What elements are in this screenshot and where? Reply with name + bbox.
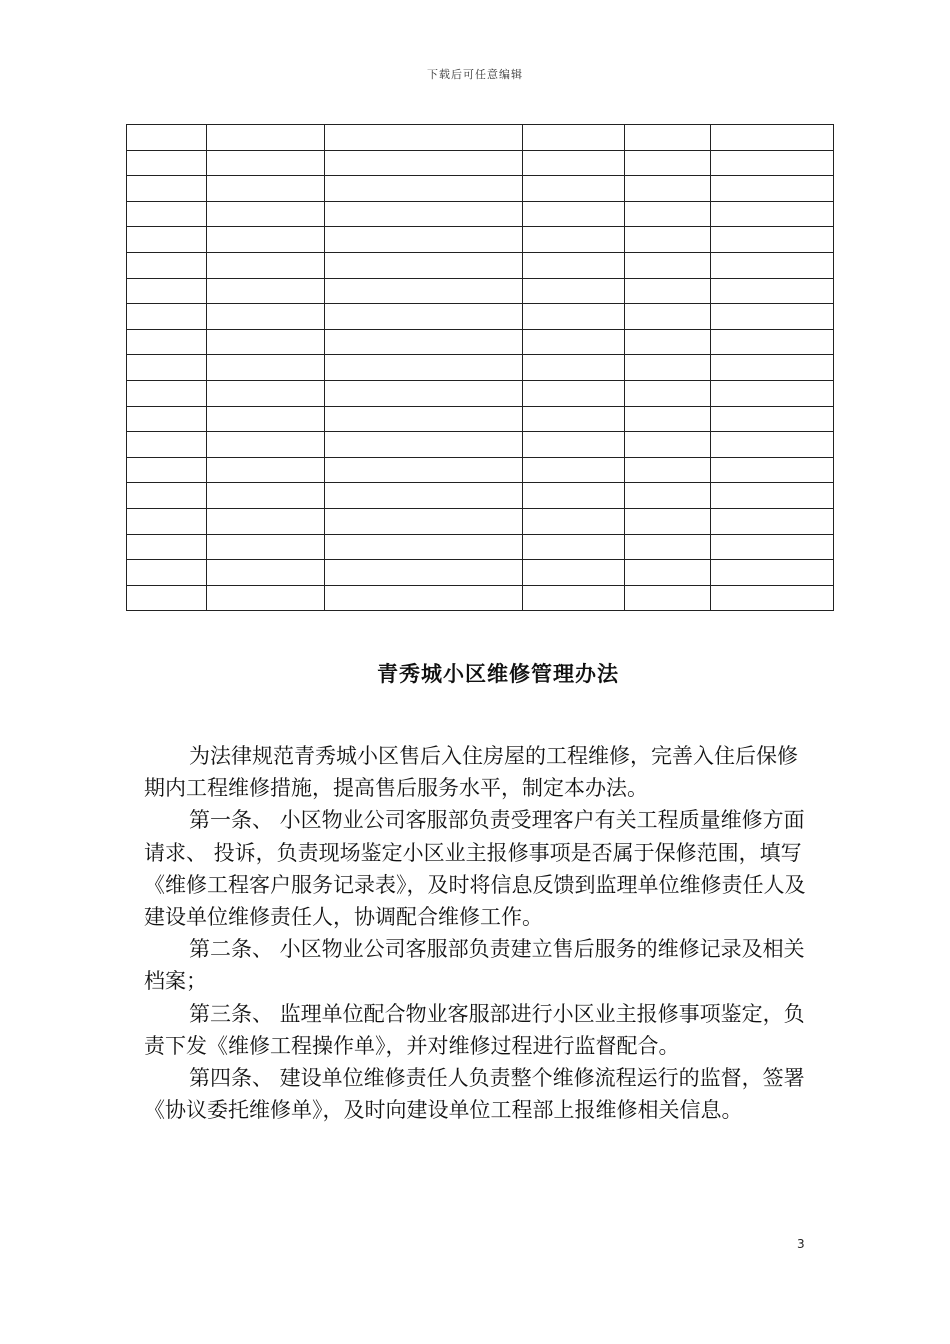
record-table-body: [127, 125, 834, 611]
table-cell: [207, 560, 325, 586]
table-cell: [711, 585, 834, 611]
table-cell: [711, 252, 834, 278]
table-cell: [127, 432, 207, 458]
table-cell: [127, 227, 207, 253]
table-row: [127, 125, 834, 151]
table-cell: [325, 560, 523, 586]
table-cell: [207, 252, 325, 278]
table-cell: [625, 534, 711, 560]
table-cell: [207, 278, 325, 304]
table-cell: [325, 201, 523, 227]
table-cell: [207, 125, 325, 151]
table-cell: [207, 508, 325, 534]
table-cell: [207, 457, 325, 483]
table-cell: [523, 329, 625, 355]
table-cell: [711, 125, 834, 151]
table-cell: [127, 150, 207, 176]
table-cell: [325, 483, 523, 509]
table-cell: [711, 406, 834, 432]
table-cell: [711, 304, 834, 330]
page-number: 3: [797, 1237, 805, 1251]
table-cell: [325, 585, 523, 611]
table-cell: [625, 585, 711, 611]
table-cell: [625, 278, 711, 304]
table-cell: [127, 304, 207, 330]
table-cell: [625, 508, 711, 534]
table-row: [127, 508, 834, 534]
table-cell: [711, 432, 834, 458]
table-cell: [523, 150, 625, 176]
record-table: [126, 124, 834, 611]
table-cell: [207, 227, 325, 253]
table-cell: [523, 304, 625, 330]
table-cell: [711, 483, 834, 509]
table-cell: [625, 252, 711, 278]
table-cell: [127, 125, 207, 151]
table-row: [127, 252, 834, 278]
table-cell: [127, 508, 207, 534]
table-row: [127, 150, 834, 176]
table-cell: [711, 329, 834, 355]
table-cell: [325, 457, 523, 483]
table-cell: [127, 560, 207, 586]
table-cell: [207, 534, 325, 560]
table-cell: [523, 278, 625, 304]
table-cell: [127, 406, 207, 432]
table-cell: [207, 201, 325, 227]
table-cell: [625, 201, 711, 227]
table-cell: [625, 150, 711, 176]
table-cell: [325, 355, 523, 381]
table-row: [127, 304, 834, 330]
table-cell: [325, 252, 523, 278]
table-row: [127, 176, 834, 202]
table-row: [127, 329, 834, 355]
table-cell: [711, 560, 834, 586]
intro-paragraph: 为法律规范青秀城小区售后入住房屋的工程维修，完善入住后保修期内工程维修措施，提高售后服务水平，制定本办法。: [144, 744, 798, 801]
table-cell: [523, 560, 625, 586]
table-cell: [711, 457, 834, 483]
document-title: 青秀城小区维修管理办法: [377, 662, 619, 686]
table-cell: [207, 406, 325, 432]
article-4-paragraph: 第四条、 建设单位维修责任人负责整个维修流程运行的监督，签署《协议委托维修单》，及时向建设单位工程部上报维修相关信息。: [144, 1066, 805, 1123]
table-cell: [207, 304, 325, 330]
table-cell: [711, 201, 834, 227]
table-cell: [325, 278, 523, 304]
table-row: [127, 457, 834, 483]
table-cell: [523, 201, 625, 227]
table-cell: [325, 125, 523, 151]
table-cell: [625, 355, 711, 381]
table-cell: [127, 252, 207, 278]
table-cell: [207, 380, 325, 406]
document-body: [144, 740, 810, 1126]
table-cell: [523, 227, 625, 253]
table-cell: [127, 585, 207, 611]
table-cell: [127, 457, 207, 483]
table-cell: [127, 380, 207, 406]
article-1-paragraph: 第一条、 小区物业公司客服部负责受理客户有关工程质量维修方面请求、 投诉，负责现场鉴定小区业主报修事项是否属于保修范围，填写《维修工程客户服务记录表》，及时将信息反馈到监理单位维修责任人及建设单位维修责任人，协调配合维修工作。: [144, 808, 806, 930]
table-cell: [207, 150, 325, 176]
table-cell: [127, 329, 207, 355]
table-cell: [711, 176, 834, 202]
table-cell: [325, 329, 523, 355]
table-cell: [207, 329, 325, 355]
table-cell: [325, 150, 523, 176]
table-row: [127, 406, 834, 432]
table-cell: [711, 380, 834, 406]
table-cell: [711, 508, 834, 534]
table-row: [127, 432, 834, 458]
table-cell: [625, 227, 711, 253]
table-row: [127, 585, 834, 611]
article-2-paragraph: 第二条、 小区物业公司客服部负责建立售后服务的维修记录及相关档案；: [144, 937, 805, 994]
table-cell: [325, 432, 523, 458]
table-cell: [325, 406, 523, 432]
page-header-note: 下载后可任意编辑: [427, 68, 523, 81]
table-row: [127, 534, 834, 560]
table-cell: [711, 534, 834, 560]
table-cell: [625, 432, 711, 458]
table-cell: [625, 304, 711, 330]
table-cell: [523, 406, 625, 432]
table-cell: [625, 457, 711, 483]
table-row: [127, 483, 834, 509]
table-cell: [711, 227, 834, 253]
table-cell: [325, 534, 523, 560]
table-cell: [523, 585, 625, 611]
table-cell: [127, 355, 207, 381]
table-cell: [325, 508, 523, 534]
table-cell: [523, 252, 625, 278]
table-row: [127, 201, 834, 227]
table-cell: [625, 380, 711, 406]
table-cell: [523, 125, 625, 151]
table-cell: [325, 227, 523, 253]
table-cell: [127, 201, 207, 227]
table-cell: [127, 176, 207, 202]
table-cell: [325, 304, 523, 330]
table-cell: [625, 406, 711, 432]
table-cell: [523, 534, 625, 560]
table-cell: [523, 508, 625, 534]
table-cell: [207, 483, 325, 509]
table-cell: [523, 457, 625, 483]
table-cell: [127, 534, 207, 560]
table-cell: [711, 278, 834, 304]
table-cell: [207, 355, 325, 381]
table-cell: [523, 380, 625, 406]
table-cell: [207, 432, 325, 458]
table-row: [127, 560, 834, 586]
table-cell: [127, 483, 207, 509]
table-cell: [523, 355, 625, 381]
table-cell: [625, 560, 711, 586]
table-cell: [523, 432, 625, 458]
article-3-paragraph: 第三条、 监理单位配合物业客服部进行小区业主报修事项鉴定，负责下发《维修工程操作单》，并对维修过程进行监督配合。: [144, 1001, 805, 1058]
table-cell: [325, 176, 523, 202]
table-row: [127, 227, 834, 253]
table-cell: [127, 278, 207, 304]
table-cell: [207, 176, 325, 202]
table-row: [127, 278, 834, 304]
table-row: [127, 355, 834, 381]
table-cell: [711, 355, 834, 381]
table-cell: [207, 585, 325, 611]
table-cell: [625, 125, 711, 151]
table-cell: [325, 380, 523, 406]
table-cell: [711, 150, 834, 176]
table-row: [127, 380, 834, 406]
table-cell: [523, 483, 625, 509]
table-cell: [625, 329, 711, 355]
table-cell: [625, 483, 711, 509]
table-cell: [523, 176, 625, 202]
table-cell: [625, 176, 711, 202]
